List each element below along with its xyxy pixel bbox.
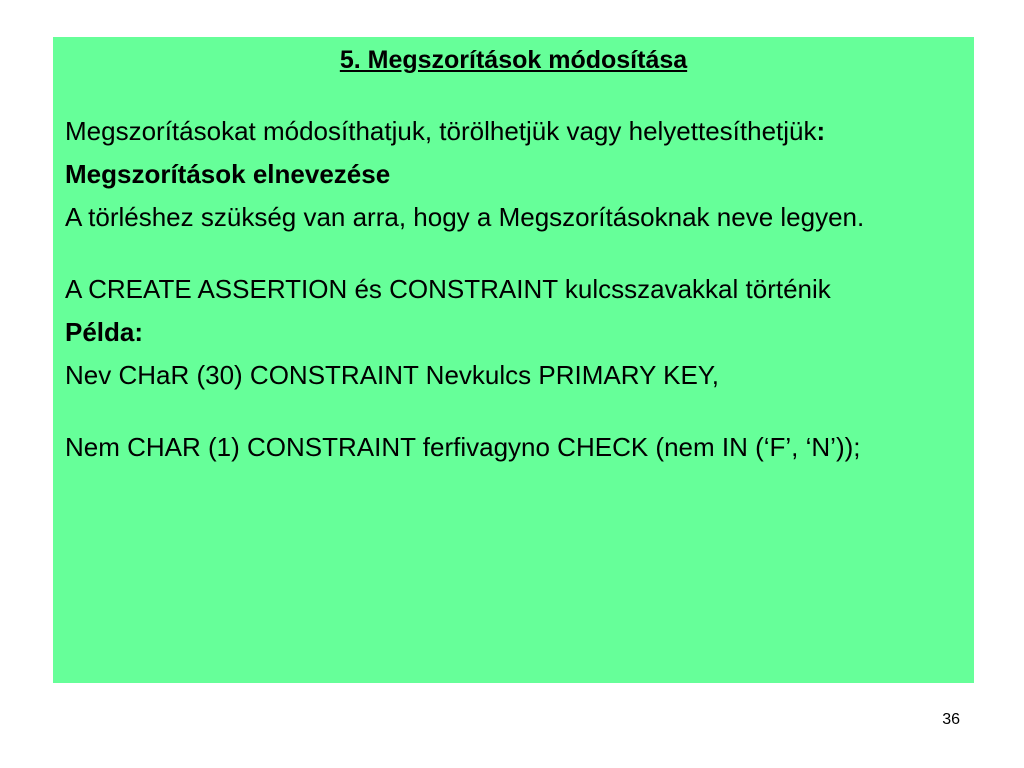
- example-label: Példa:: [65, 317, 144, 347]
- naming-text: A törléshez szükség van arra, hogy a Megszorításoknak neve legyen.: [65, 202, 865, 232]
- page-number: 36: [942, 711, 960, 728]
- keywords-text: A CREATE ASSERTION és CONSTRAINT kulcsszavakkal történik: [65, 274, 831, 304]
- intro-text: [65, 114, 962, 148]
- naming-heading: Megszorítások elnevezése: [65, 159, 391, 189]
- example-line-2: Nem CHAR (1) CONSTRAINT ferfivagyno CHECK (nem IN (‘F’, ‘N’));: [65, 432, 861, 462]
- slide-title: 5. Megszorítások módosítása: [339, 46, 688, 74]
- content-box: [53, 37, 974, 683]
- example-line-1: Nev CHaR (30) CONSTRAINT Nevkulcs PRIMARY KEY,: [65, 360, 720, 390]
- intro-body: Megszorításokat módosíthatjuk, törölhetjük vagy helyettesíthetjük: [65, 116, 817, 146]
- intro-colon: :: [816, 116, 826, 146]
